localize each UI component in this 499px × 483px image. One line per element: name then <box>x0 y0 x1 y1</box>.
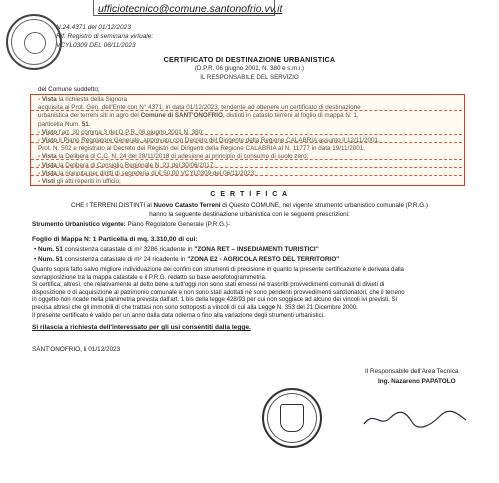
note-line: Quanto sopra fatto salvo migliore individuazione dei confini con strumenti di precisione in quanto la presente certificazione è derivata dalla <box>32 266 404 273</box>
certifica-line-2: hanno la seguente destinazione urbanistica con le seguenti prescrizioni: <box>149 211 350 218</box>
visti-line: - Visto il Piano Regolatore Generale, approvato con Decreto del Dirigente della Regione CALABRIA assunto il 12/11/2001, <box>38 137 380 145</box>
note-line: in oggetto non ricade nella planimetria prevista dall'art. 1 bis della legge 428/93 per cui non soggiace ad alcuno dei vincoli ivi previsti. Si <box>32 296 397 304</box>
notes-block <box>32 266 472 319</box>
intro-line: del Comune suddetto; <box>38 86 100 93</box>
signer-name: Ing. Nazareno PAPATOLO <box>378 378 456 385</box>
highlight-box <box>30 94 465 186</box>
visti-line: - Vista la Delibera di C.C. N. 24 del 28/11/2018 di adesione al principio di consumo di suolo zero; <box>38 153 309 161</box>
protocol-line-3: VCYL0309 DEL 06/11/2023 <box>56 42 136 49</box>
visti-line: acquisita al Prot. Gen. dell'Ente con N° 4371, in data 01/12/2023, tendente ad ottenere un certificato di destinazione <box>38 104 361 112</box>
strumento-line: Strumento Urbanistico vigente: Piano Regolatore Generale (P.R.G.)- <box>32 221 230 228</box>
visti-line: - Vista la ricevuta per diritti di segreteria di € 50,00 VCYL0309 del 06/11/2023; <box>38 169 256 177</box>
note-line: sovrapposizione tra la mappa catastale e il P.R.G. redatto su base aerofotogrammetria. <box>32 273 267 281</box>
signer-role: Il Responsabile dell'Area Tecnica <box>365 368 459 375</box>
place-date: SANT'ONOFRIO, li 01/12/2023 <box>32 346 121 353</box>
office-title: IL RESPONSABILE DEL SERVIZIO <box>200 74 299 81</box>
note-line: disposizione o di acquisizione al patrimonio comunale e non sono stati adottati né sono pendenti provvedimenti sanzionatori, che il terreno <box>32 288 405 296</box>
email-text: ufficiotecnico@comune.santonofrio.vv.it <box>98 3 283 15</box>
visti-line: - Visto l'art. 30 comma 3 del D.P.R. 06 giugno 2001 N. 380; <box>38 128 204 136</box>
signature-scribble <box>360 408 470 430</box>
visti-line: - Vista la richiesta della Signora <box>38 96 128 103</box>
comune-stamp-bottom <box>262 388 322 448</box>
highlight-divider <box>31 142 462 143</box>
highlight-divider <box>31 134 462 135</box>
note-line: Il presente certificato è valido per un anno dalla data odierna o fino alla variazione degli strumenti urbanistici. <box>32 311 325 319</box>
highlight-divider <box>31 167 462 168</box>
highlight-divider <box>31 110 462 111</box>
foglio-label: Foglio di Mappa N: 1 Particella di mq. 3.310,00 di cui: <box>32 236 198 243</box>
certifica-line-1: CHE I TERRENI DISTINTI al Nuovo Catasto Terreni di Questo COMUNE, nel vigente strumento urbanistico comunale (P.R.G.) <box>71 202 428 209</box>
visti-line: - Vista la Delibera di Consiglio Regionale N. 21 del 30/06/2017; <box>38 161 216 169</box>
certifica-heading: C E R T I F I C A <box>210 191 289 198</box>
release-statement: Si rilascia a richiesta dell'interessato per gli usi consentiti dalla legge. <box>32 324 251 331</box>
note-line: precisa altresì che gli immobili di che trattasi non sono sottoposti a vincoli di cui alla Legge N. 353 del 21 Dicembre 2000. <box>32 303 358 311</box>
visti-line: particella Num. 51. <box>38 120 91 128</box>
visti-line: - Visti gli atti reperiti in ufficio; <box>38 178 121 186</box>
visti-line: Prot. N. 502 e registrato al Decreto dei Registri dei Dirigenti della Regione CALABRIA al N. 11777 in data 19/11/2001; <box>38 145 366 153</box>
highlight-divider <box>31 175 462 176</box>
visti-line: urbanistica dei terreni siti in agro del Comune di SANT'ONOFRIO, distinti in catasto terreni al foglio di mappa N: 1, <box>38 112 359 120</box>
protocol-line-1: N.24.4371 del 01/12/2023 <box>56 24 131 31</box>
law-reference: (D.P.R. 06 giugno 2001, N. 380 e s.m.i.) <box>194 65 305 72</box>
protocol-line-2: Rif. Registro di seminaria virtuale: <box>56 33 154 40</box>
foglio-item: • Num. 51 consistenza catastale di m² 24 ricadente in "ZONA E2 - AGRICOLA RESTO DEL TERRITORIO" <box>34 256 340 263</box>
highlight-divider <box>31 159 462 160</box>
foglio-item: • Num. 51 consistenza catastale di m² 3286 ricadente in "ZONA RET – INSEDIAMENTI TURISTICI" <box>34 246 319 253</box>
note-line: Si certifica, altresì, che relativamente al detto bene a tutt'oggi non sono stati emessi né trascritti provvedimenti comunali di divieti di <box>32 281 385 289</box>
document-title: CERTIFICATO DI DESTINAZIONE URBANISTICA <box>163 55 336 64</box>
